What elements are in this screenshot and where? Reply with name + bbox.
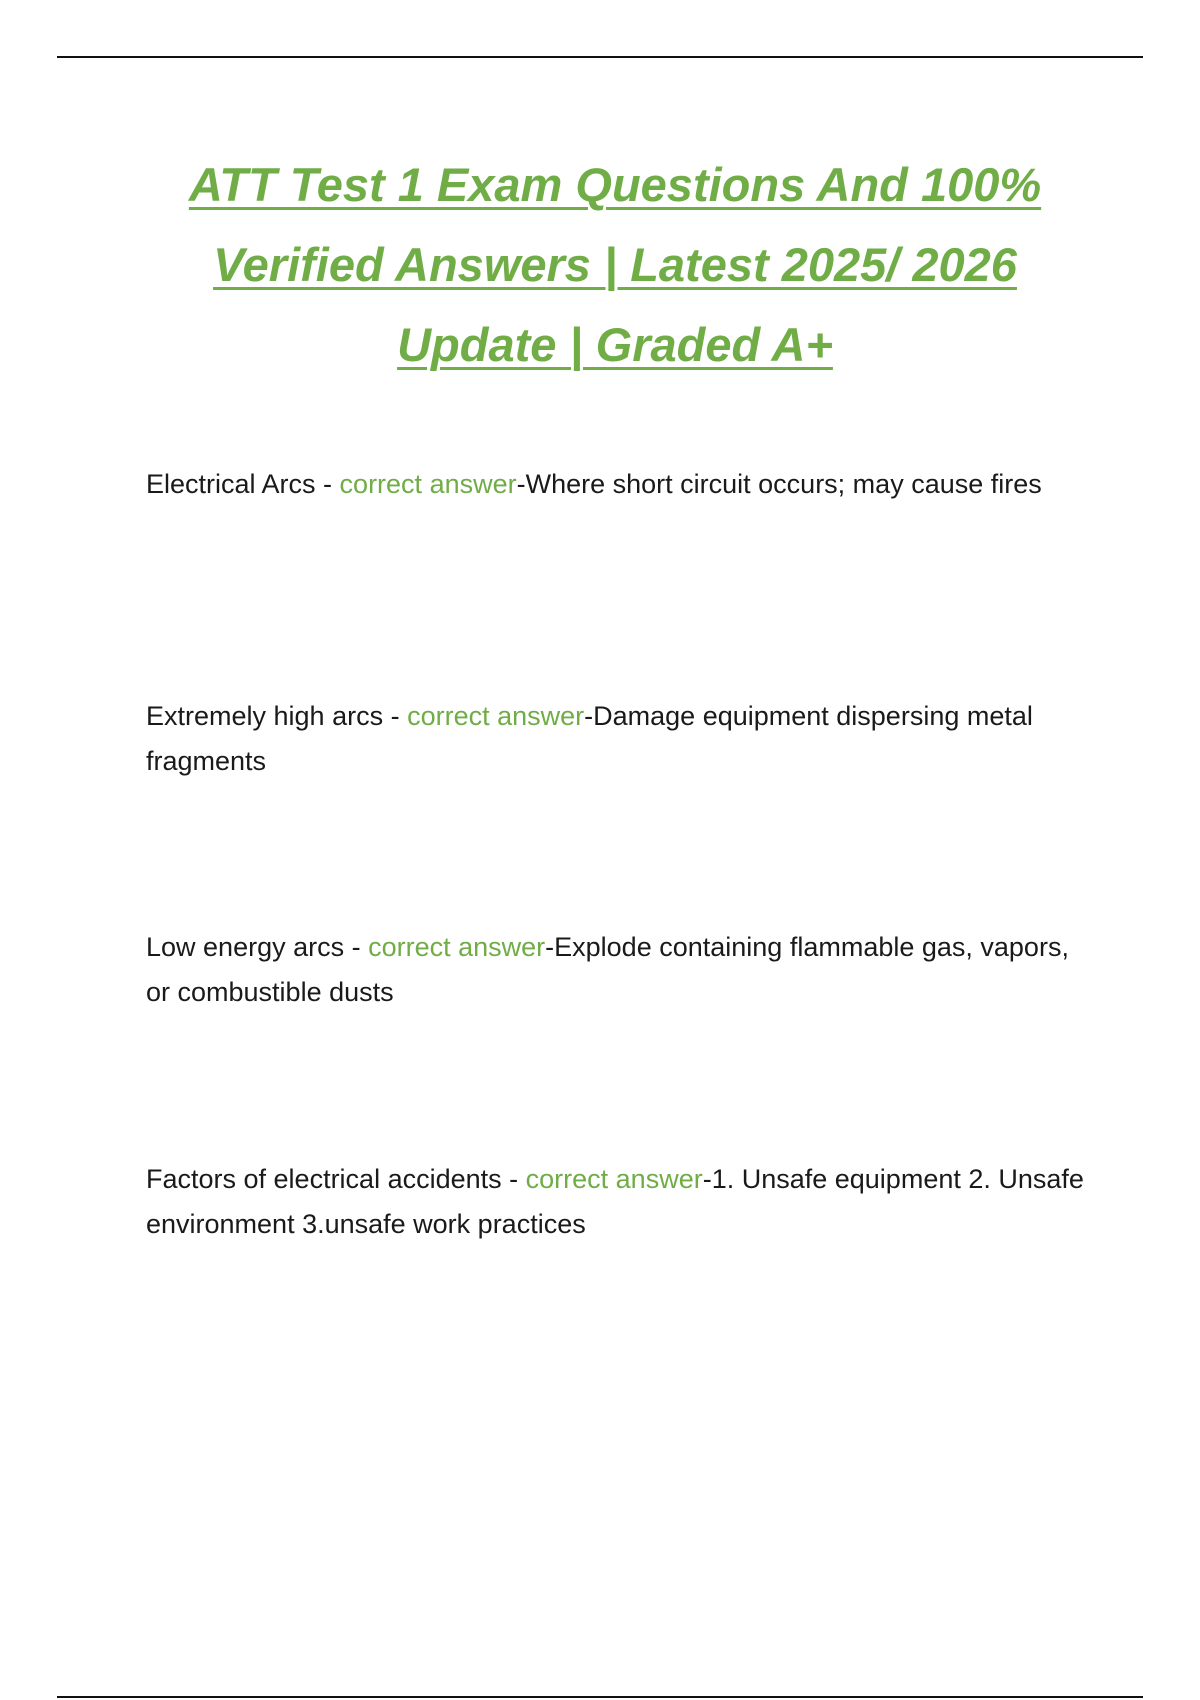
correct-answer-label: correct answer — [525, 1164, 703, 1194]
qa-item-extremely-high-arcs — [146, 694, 1096, 784]
qa-term: Electrical Arcs - — [146, 469, 340, 499]
correct-answer-label: correct answer — [368, 932, 546, 962]
correct-answer-label: correct answer — [407, 701, 585, 731]
qa-item-low-energy-arcs — [146, 925, 1096, 1015]
qa-term: Extremely high arcs - — [146, 701, 408, 731]
qa-term: Low energy arcs - — [146, 932, 369, 962]
qa-item-electrical-arcs — [146, 462, 1096, 507]
qa-item-factors-of-electrical-accidents — [146, 1157, 1096, 1247]
header-rule — [57, 56, 1143, 58]
page-title: ATT Test 1 Exam Questions And 100% Verified Answers | Latest 2025/ 2026 Update | Graded A+ — [188, 158, 1042, 371]
correct-answer-label: correct answer — [339, 469, 517, 499]
qa-answer: -1. Unsafe equipment 2. Unsafe environment 3.unsafe work practices — [146, 1164, 1084, 1239]
qa-term: Factors of electrical accidents - — [146, 1164, 526, 1194]
footer-rule — [57, 1696, 1143, 1698]
qa-answer: -Explode containing flammable gas, vapors, or combustible dusts — [146, 932, 1069, 1007]
qa-answer: -Damage equipment dispersing metal fragments — [146, 701, 1033, 776]
qa-answer: -Where short circuit occurs; may cause fires — [516, 469, 1042, 499]
